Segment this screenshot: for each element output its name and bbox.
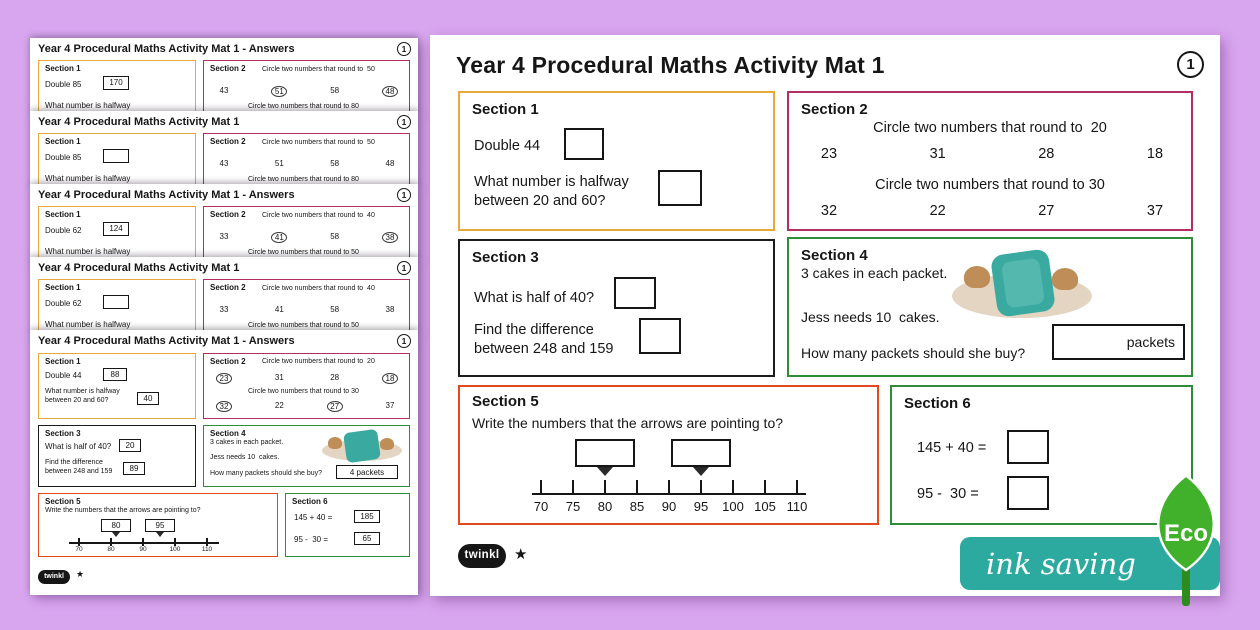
mini-section-1: [38, 133, 196, 185]
section-title: Section 5: [472, 393, 539, 410]
mini-section-title: Section 4: [210, 429, 246, 438]
section-title: Section 2: [801, 101, 868, 118]
mini-question: Double 85: [45, 80, 82, 89]
mini-section-title: Section 1: [45, 137, 81, 146]
main-activity-mat-page: [430, 35, 1220, 596]
mini-answer-box: 4 packets: [336, 465, 398, 479]
mini-section-title: Section 2: [210, 283, 246, 292]
mini-section-title: Section 1: [45, 64, 81, 73]
tick-label: 110: [786, 499, 808, 514]
mini-question-partial: What number is halfway: [45, 247, 131, 256]
mini-section-title: Section 2: [210, 137, 246, 146]
mini-section-2: [203, 279, 410, 331]
number: 23: [820, 146, 838, 162]
ink-saving-label: ink saving: [986, 546, 1136, 581]
circled-number: 32: [216, 401, 232, 412]
stacked-page-1-answers: [30, 38, 418, 112]
tick-label: 110: [201, 546, 213, 553]
page-number-badge: 1: [397, 188, 411, 202]
answer-box: [614, 277, 656, 309]
mini-answer-box: 124: [103, 222, 129, 236]
mini-section-5: [38, 493, 278, 557]
circled-number: 51: [271, 86, 287, 97]
tick-mark: [540, 480, 542, 494]
tick-label: 80: [107, 546, 115, 553]
mini-section-4: [203, 425, 410, 487]
mini-instruction-partial: Circle two numbers that round to 50: [248, 249, 359, 256]
number: 48: [385, 159, 395, 168]
number: 37: [385, 401, 395, 410]
instruction: Write the numbers that the arrows are pointing to?: [472, 415, 784, 431]
mini-section-title: Section 2: [210, 210, 246, 219]
mini-question-partial: What number is halfway: [45, 174, 131, 183]
question-line: between 20 and 60?: [474, 193, 606, 209]
number: 31: [274, 373, 284, 382]
mini-number-row: [216, 401, 398, 412]
numberline-answer-box: [575, 439, 635, 467]
mini-instruction-partial: Circle two numbers that round to 80: [248, 103, 359, 110]
mini-question: Double 85: [45, 153, 82, 162]
statement: Jess needs 10 cakes.: [801, 309, 940, 325]
page-number-badge: 1: [397, 115, 411, 129]
answer-box: [1007, 476, 1049, 510]
question: Double 44: [474, 138, 541, 154]
pointer-arrow: [156, 532, 164, 537]
section-5: [458, 385, 879, 525]
tick-label: 70: [75, 546, 83, 553]
mini-question: What is half of 40?: [45, 442, 112, 451]
mini-question: Double 44: [45, 371, 82, 380]
mini-sum: 95 - 30 =: [294, 535, 329, 544]
mini-instruction: Circle two numbers that round to 40: [262, 285, 375, 292]
number-line: [69, 542, 219, 544]
mini-numberline-box: 80: [101, 519, 131, 532]
eco-leaf-logo: [1146, 474, 1226, 610]
circled-number: 41: [271, 232, 287, 243]
twinkl-logo: twinkl: [458, 544, 506, 568]
section-2: [787, 91, 1193, 231]
mini-instruction: Circle two numbers that round to 40: [262, 212, 375, 219]
tick-mark: [604, 480, 606, 494]
mini-answer-box: 88: [103, 368, 127, 381]
pointer-arrow: [112, 532, 120, 537]
mini-instruction-partial: Circle two numbers that round to 50: [248, 322, 359, 329]
mini-question: [45, 387, 120, 405]
number: 22: [274, 401, 284, 410]
mini-number-row: [216, 159, 398, 168]
number: 32: [820, 203, 838, 219]
mini-instruction: Circle two numbers that round to 50: [262, 66, 375, 73]
page-number-badge: 1: [397, 334, 411, 348]
pointer-arrow: [597, 467, 613, 476]
tick-label: 85: [629, 499, 645, 514]
mini-section-title: Section 1: [45, 283, 81, 292]
mini-question-partial: What number is halfway: [45, 101, 131, 110]
statement: 3 cakes in each packet.: [801, 265, 948, 281]
page-number-badge: 1: [397, 42, 411, 56]
question: [474, 321, 614, 359]
star-icon: ★: [76, 569, 85, 579]
page-title: Year 4 Procedural Maths Activity Mat 1: [456, 52, 885, 78]
circled-number: 18: [382, 373, 398, 384]
tick-label: 95: [693, 499, 709, 514]
stacked-page-title: Year 4 Procedural Maths Activity Mat 1 - Answers: [38, 335, 295, 347]
number-row: [817, 146, 1167, 162]
number: 33: [219, 305, 229, 314]
page-number-badge: 1: [397, 261, 411, 275]
tick-mark: [668, 480, 670, 494]
tick-mark: [700, 480, 702, 494]
question: What is half of 40?: [474, 290, 595, 306]
mini-answer-box: 170: [103, 76, 129, 90]
mini-answer-box-empty: [103, 295, 129, 309]
question-line: What number is halfway: [45, 388, 120, 395]
tick-label: 105: [754, 499, 776, 514]
mini-section-3: [38, 425, 196, 487]
mini-section-1: [38, 353, 196, 419]
section-3: [458, 239, 775, 377]
stacked-page-3-answers: [30, 184, 418, 258]
instruction: Circle two numbers that round to 20: [873, 120, 1107, 136]
mini-numberline-box: 95: [145, 519, 175, 532]
twinkl-logo: twinkl: [38, 570, 70, 584]
number: 37: [1146, 203, 1164, 219]
number-row: [817, 203, 1167, 219]
mini-section-2: [203, 353, 410, 419]
number: 43: [219, 86, 229, 95]
cakes-illustration: [952, 252, 1092, 322]
mini-instruction: Write the numbers that the arrows are pointing to?: [45, 507, 201, 514]
mini-number-row: [216, 86, 398, 97]
question: [474, 173, 629, 211]
mini-question: Double 62: [45, 299, 82, 308]
mini-section-title: Section 1: [45, 357, 81, 366]
mini-section-title: Section 1: [45, 210, 81, 219]
answer-box: [658, 170, 702, 206]
mini-section-2: [203, 60, 410, 112]
question-line: What number is halfway: [474, 174, 629, 190]
circled-number: 27: [327, 401, 343, 412]
tick-mark: [636, 480, 638, 494]
tick-mark: [764, 480, 766, 494]
number: 27: [1038, 203, 1055, 219]
circled-number: 48: [382, 86, 398, 97]
stacked-page-title: Year 4 Procedural Maths Activity Mat 1 - Answers: [38, 189, 295, 201]
stacked-page-title: Year 4 Procedural Maths Activity Mat 1: [38, 116, 240, 128]
tick-mark: [206, 538, 208, 546]
mini-question: Double 62: [45, 226, 82, 235]
number: 51: [274, 159, 284, 168]
number: 43: [219, 159, 229, 168]
mini-section-6: [285, 493, 410, 557]
number: 28: [1038, 146, 1055, 162]
pointer-arrow: [693, 467, 709, 476]
section-4: [787, 237, 1193, 377]
tick-label: 80: [597, 499, 613, 514]
mini-answer-box: 20: [119, 439, 141, 452]
tick-label: 100: [169, 546, 181, 553]
number: 58: [330, 232, 340, 241]
question-line: between 248 and 159: [45, 468, 113, 475]
question-line: Find the difference: [45, 459, 103, 466]
number: 58: [330, 305, 340, 314]
question-line: between 248 and 159: [474, 341, 614, 357]
mini-answer-box: 40: [137, 392, 159, 405]
cakes-illustration-mini: [322, 431, 402, 463]
mini-section-2: [203, 133, 410, 185]
number: 31: [929, 146, 946, 162]
mini-answer-box: 89: [123, 462, 145, 475]
page-stack: [30, 38, 418, 595]
section-title: Section 3: [472, 249, 539, 266]
section-title: Section 1: [472, 101, 539, 118]
mini-section-title: Section 2: [210, 357, 246, 366]
mini-question-partial: What number is halfway: [45, 320, 131, 329]
section-1: [458, 91, 775, 231]
number: 22: [929, 203, 946, 219]
mini-sum: 145 + 40 =: [294, 513, 333, 522]
mini-text: 3 cakes in each packet.: [210, 439, 284, 446]
mini-section-title: Section 5: [45, 497, 81, 506]
mini-answer-box-empty: [103, 149, 129, 163]
tick-label: 100: [722, 499, 744, 514]
circled-number: 38: [382, 232, 398, 243]
number: 38: [385, 305, 395, 314]
stacked-page-title: Year 4 Procedural Maths Activity Mat 1: [38, 262, 240, 274]
tick-mark: [174, 538, 176, 546]
mini-question: [45, 458, 112, 476]
answer-box: [564, 128, 604, 160]
mini-instruction-partial: Circle two numbers that round to 80: [248, 176, 359, 183]
number: 58: [330, 86, 340, 95]
tick-mark: [78, 538, 80, 546]
mini-section-1: [38, 60, 196, 112]
section-title: Section 4: [801, 247, 868, 264]
mini-text: How many packets should she buy?: [210, 470, 323, 477]
mini-section-1: [38, 206, 196, 258]
circled-number: 23: [216, 373, 232, 384]
number: 28: [330, 373, 340, 382]
question-line: Find the difference: [474, 322, 594, 338]
answer-box: [1052, 324, 1185, 360]
mini-section-title: Section 3: [45, 429, 81, 438]
mini-section-title: Section 2: [210, 64, 246, 73]
tick-mark: [572, 480, 574, 494]
section-title: Section 6: [904, 395, 971, 412]
mini-answer-box: 185: [354, 510, 380, 523]
question-line: between 20 and 60?: [45, 397, 109, 404]
mini-instruction: Circle two numbers that round to 20: [262, 358, 375, 365]
sum: 95 - 30 =: [917, 486, 979, 502]
stacked-page-4: [30, 257, 418, 331]
tick-label: 75: [565, 499, 581, 514]
tick-label: 90: [661, 499, 677, 514]
eco-label: Eco: [1163, 520, 1208, 547]
packets-label: packets: [1126, 334, 1175, 350]
tick-mark: [796, 480, 798, 494]
tick-mark: [732, 480, 734, 494]
number: 33: [219, 232, 229, 241]
tick-mark: [142, 538, 144, 546]
mini-instruction: Circle two numbers that round to 30: [248, 388, 359, 395]
number: 58: [330, 159, 340, 168]
numberline-answer-box: [671, 439, 731, 467]
mini-text: Jess needs 10 cakes.: [210, 454, 280, 461]
mini-number-row: [216, 232, 398, 243]
mini-section-title: Section 6: [292, 497, 328, 506]
question: How many packets should she buy?: [801, 345, 1026, 361]
number: 18: [1146, 146, 1164, 162]
answer-box: [1007, 430, 1049, 464]
tick-mark: [110, 538, 112, 546]
mini-instruction: Circle two numbers that round to 50: [262, 139, 375, 146]
sum: 145 + 40 =: [917, 440, 987, 456]
mini-number-row: [216, 373, 398, 384]
stacked-page-5-answers: [30, 330, 418, 595]
tick-label: 90: [139, 546, 147, 553]
stacked-page-2: [30, 111, 418, 185]
answer-box: [639, 318, 681, 354]
star-icon: ★: [514, 546, 528, 563]
page-number-badge: 1: [1177, 51, 1204, 78]
tick-label: 70: [533, 499, 549, 514]
mini-answer-box: 65: [354, 532, 380, 545]
instruction: Circle two numbers that round to 30: [875, 177, 1105, 193]
mini-section-1: [38, 279, 196, 331]
number: 41: [274, 305, 284, 314]
stacked-page-title: Year 4 Procedural Maths Activity Mat 1 - Answers: [38, 43, 295, 55]
mini-number-row: [216, 305, 398, 314]
mini-section-2: [203, 206, 410, 258]
